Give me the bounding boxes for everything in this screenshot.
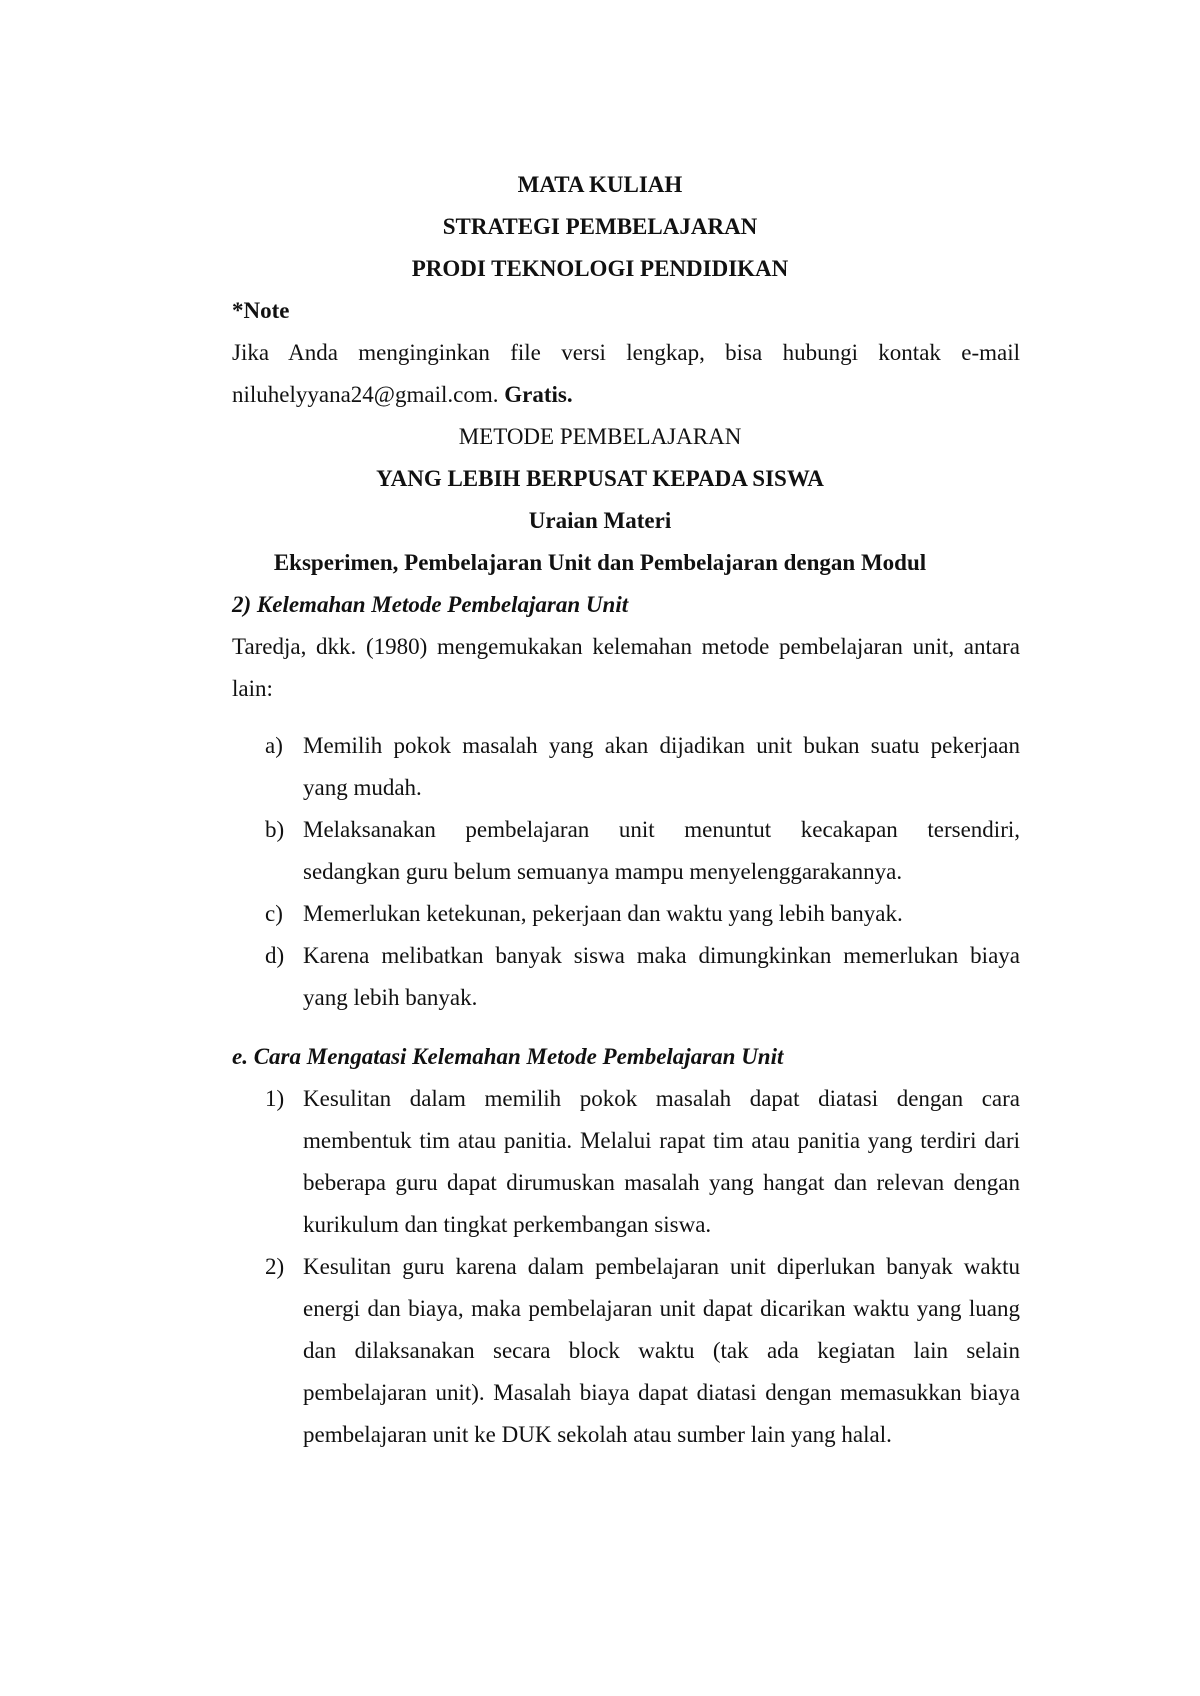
note-punct: . xyxy=(492,382,505,407)
list-item-line: energi dan biaya, maka pembelajaran unit dapat dicarikan waktu yang luang xyxy=(303,1296,1020,1321)
list-item-line: Karena melibatkan banyak siswa maka dimungkinkan memerlukan biaya xyxy=(303,943,1020,968)
list-marker: a) xyxy=(265,733,283,758)
list-item-line: Melaksanakan pembelajaran unit menuntut kecakapan tersendiri, xyxy=(303,817,1020,842)
list-marker: 2) xyxy=(265,1254,285,1279)
topic-heading: Eksperimen, Pembelajaran Unit dan Pembelajaran dengan Modul xyxy=(273,550,927,575)
list-item-line: Kesulitan guru karena dalam pembelajaran unit diperlukan banyak waktu xyxy=(303,1254,1020,1279)
note-contact xyxy=(232,382,573,408)
email-link[interactable]: niluhelyyana24@gmail.com xyxy=(232,382,493,407)
section-title: METODE PEMBELAJARAN xyxy=(458,424,742,449)
course-label: MATA KULIAH xyxy=(517,172,683,197)
solution-heading: e. Cara Mengatasi Kelemahan Metode Pembelajaran Unit xyxy=(232,1044,784,1069)
weakness-intro-line1: Taredja, dkk. (1980) mengemukakan kelemahan metode pembelajaran unit, antara xyxy=(232,634,1020,659)
list-marker: 1) xyxy=(265,1086,285,1111)
list-marker: c) xyxy=(265,901,283,926)
list-item-line: Memerlukan ketekunan, pekerjaan dan waktu yang lebih banyak. xyxy=(303,901,903,926)
list-item-line: beberapa guru dapat dirumuskan masalah yang hangat dan relevan dengan xyxy=(303,1170,1020,1195)
list-item-line: membentuk tim atau panitia. Melalui rapat tim atau panitia yang terdiri dari xyxy=(303,1128,1020,1153)
material-heading: Uraian Materi xyxy=(528,508,672,533)
list-item-line: sedangkan guru belum semuanya mampu menyelenggarakannya. xyxy=(303,859,903,884)
list-item-line: pembelajaran unit). Masalah biaya dapat diatasi dengan memasukkan biaya xyxy=(303,1380,1020,1405)
list-item-line: pembelajaran unit ke DUK sekolah atau sumber lain yang halal. xyxy=(303,1422,892,1447)
list-item-line: yang lebih banyak. xyxy=(303,985,478,1010)
note-label: *Note xyxy=(232,298,290,323)
weakness-heading: 2) Kelemahan Metode Pembelajaran Unit xyxy=(232,592,629,617)
weakness-intro-line2: lain: xyxy=(232,676,273,701)
list-marker: b) xyxy=(265,817,285,842)
list-item-line: Memilih pokok masalah yang akan dijadikan unit bukan suatu pekerjaan xyxy=(303,733,1020,758)
program-title: PRODI TEKNOLOGI PENDIDIKAN xyxy=(411,256,789,281)
list-item-line: yang mudah. xyxy=(303,775,422,800)
section-subtitle: YANG LEBIH BERPUSAT KEPADA SISWA xyxy=(376,466,824,491)
list-marker: d) xyxy=(265,943,285,968)
list-item-line: Kesulitan dalam memilih pokok masalah dapat diatasi dengan cara xyxy=(303,1086,1020,1111)
list-item-line: dan dilaksanakan secara block waktu (tak ada kegiatan lain selain xyxy=(303,1338,1020,1363)
free-label: Gratis. xyxy=(504,382,573,407)
course-title: STRATEGI PEMBELAJARAN xyxy=(442,214,758,239)
list-item-line: kurikulum dan tingkat perkembangan siswa. xyxy=(303,1212,712,1237)
note-text: Jika Anda menginginkan file versi lengkap, bisa hubungi kontak e-mail xyxy=(232,340,1020,365)
